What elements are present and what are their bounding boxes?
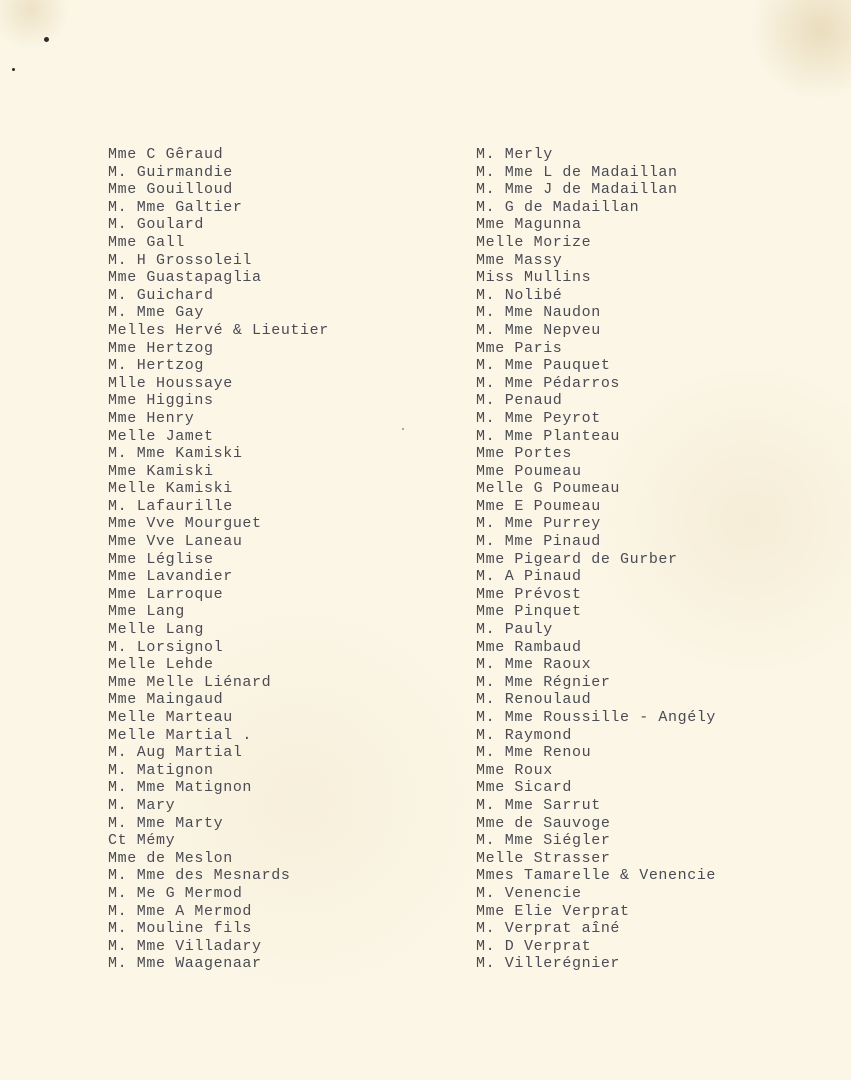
name-entry: Mme de Meslon [108,849,233,867]
name-entry: Mme Vve Mourguet [108,515,262,533]
name-entry: M. Mme Pinaud [476,533,601,551]
name-entry: M. Mme Villadary [108,937,262,955]
name-entry: Mme Melle Liénard [108,673,272,691]
name-entry: Mme Pigeard de Gurber [476,550,678,568]
name-entry: M. Mme Raoux [476,656,592,674]
name-entry: M. Guirmandie [108,163,233,181]
name-entry: M. Mary [108,796,176,814]
name-entry: M. Mme A Mermod [108,902,253,920]
name-entry: M. Renoulaud [476,691,592,709]
name-entry: M. Penaud [476,392,563,410]
name-entry: Mme Poumeau [476,462,582,480]
name-entry: Mme Elie Verprat [476,902,630,920]
name-entry: Mme Sicard [476,779,573,797]
name-entry: Mme C Gêraud [108,146,224,163]
name-entry: M. Mme L de Madaillan [476,163,678,181]
name-entry: M. Mme des Mesnards [108,867,291,885]
name-entry: M. Villerégnier [476,955,621,973]
name-entry: Ct Mémy [108,832,176,850]
name-entry: Mme Léglise [108,550,214,568]
name-entry: M. H Grossoleil [108,251,253,269]
name-entry: M. Hertzog [108,357,205,375]
name-entry: M. Mme Renou [476,744,592,762]
name-entry: M. G de Madaillan [476,198,640,216]
name-entry: Mme Magunna [476,216,582,234]
name-entry: M. Mme Régnier [476,673,611,691]
name-entry: M. Nolibé [476,286,563,304]
name-entry: M. Raymond [476,726,573,744]
name-entry: Mme Paris [476,339,563,357]
name-entry: Mme Pinquet [476,603,582,621]
name-entry: M. Lorsignol [108,638,224,656]
name-entry: Mme Vve Laneau [108,533,243,551]
name-entry: M. Mme Kamiski [108,445,243,463]
name-entry: M. Mme Gay [108,304,205,322]
name-entry: Mme Gouilloud [108,181,233,199]
name-entry: M. Mme Planteau [476,427,621,445]
name-entry: M. Me G Mermod [108,884,243,902]
name-entry: M. Goulard [108,216,205,234]
name-entry: Melle G Poumeau [476,480,621,498]
name-entry: M. Mme Waagenaar [108,955,262,973]
name-entry: Melle Martial . [108,726,253,744]
name-entry: Melle Lehde [108,656,214,674]
name-entry: Mme Rambaud [476,638,582,656]
name-entry: M. Mme Sarrut [476,796,601,814]
name-entry: M. Mme Siégler [476,832,611,850]
name-entry: M. Mme Pédarros [476,374,621,392]
name-entry: Melle Kamiski [108,480,233,498]
name-entry: M. Mme Purrey [476,515,601,533]
name-entry: M. Mme Marty [108,814,224,832]
name-entry: Mme Lang [108,603,185,621]
name-entry: M. Mme Pauquet [476,357,611,375]
name-entry: Mme Prévost [476,585,582,603]
name-entry: M. Merly [476,146,553,163]
name-entry: Mme Higgins [108,392,214,410]
name-entry: Mme Larroque [108,585,224,603]
name-list-right-column [476,146,836,973]
name-entry: Mme Hertzog [108,339,214,357]
name-entry: Mme Kamiski [108,462,214,480]
name-entry: Melle Strasser [476,849,611,867]
name-entry: Mme de Sauvoge [476,814,611,832]
name-entry: M. Mme Matignon [108,779,253,797]
name-entry: Mme Maingaud [108,691,224,709]
name-entry: Melle Jamet [108,427,214,445]
name-entry: Melle Morize [476,233,592,251]
name-entry: M. Guichard [108,286,214,304]
name-entry: M. Mme J de Madaillan [476,181,678,199]
name-entry: Mmes Tamarelle & Venencie [476,867,717,885]
name-entry: M. Mme Roussille - Angély [476,709,717,726]
name-entry: M. Mme Peyrot [476,409,601,427]
name-entry: Mme Portes [476,445,573,463]
name-entry: M. A Pinaud [476,568,582,586]
name-entry: Mme Roux [476,761,553,779]
name-entry: Miss Mullins [476,269,592,287]
name-entry: Melle Lang [108,621,205,639]
name-entry: Melle Marteau [108,709,233,726]
name-entry: M. D Verprat [476,937,592,955]
name-entry: Mme Gall [108,233,185,251]
name-entry: Mme Guastapaglia [108,269,262,287]
name-entry: M. Matignon [108,761,214,779]
ink-speck [44,37,49,42]
name-entry: M. Mouline fils [108,920,253,938]
ink-speck [12,68,15,71]
name-entry: Mme E Poumeau [476,497,601,515]
name-entry: Mme Lavandier [108,568,233,586]
name-entry: Mlle Houssaye [108,374,233,392]
name-entry: M. Mme Naudon [476,304,601,322]
name-entry: Mme Henry [108,409,195,427]
name-list-left-column [108,146,448,973]
name-entry: M. Venencie [476,884,582,902]
name-entry: M. Mme Nepveu [476,321,601,339]
name-entry: M. Mme Galtier [108,198,243,216]
name-entry: M. Aug Martial [108,744,243,762]
name-entry: M. Lafaurille [108,497,233,515]
name-entry: Mme Massy [476,251,563,269]
name-entry: M. Verprat aîné [476,920,621,938]
name-entry: M. Pauly [476,621,553,639]
name-entry: Melles Hervé & Lieutier [108,321,329,339]
